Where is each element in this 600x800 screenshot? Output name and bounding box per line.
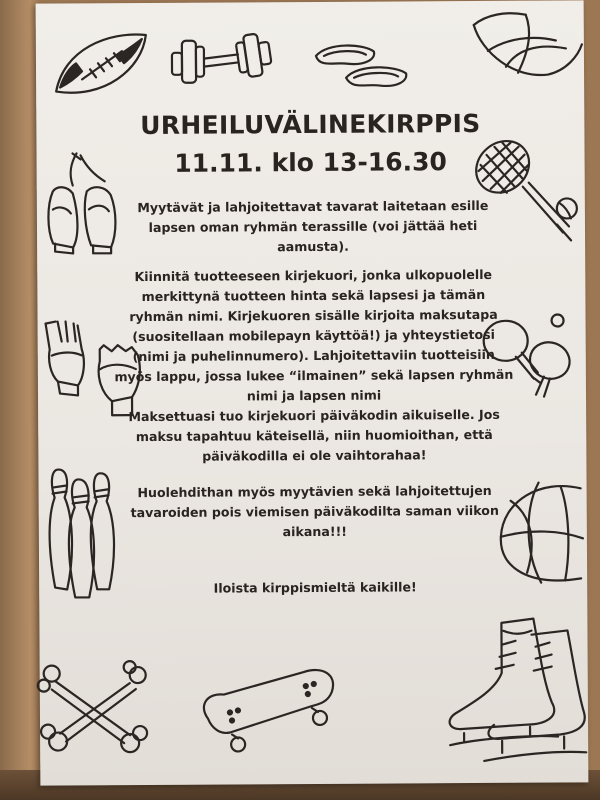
bone-dumbbell-icon (40, 663, 151, 754)
football-icon (46, 25, 156, 106)
event-datetime: 11.11. klo 13-16.30 (174, 147, 447, 178)
volleyball-icon (466, 4, 584, 85)
instructions-paragraph-2: Kiinnitä tuotteeseen kirjekuori, jonka ulkopuolelle merkittynä tuotteen hinta sekä lapsesi ja tämän ryhmän nimi. Kirjekuoren sisälle kirjoita maksutapa (suositellaan mobilepayn käyttöä!) ja yhteystietosi (nimi ja puhelinnumero). Lahjoitettaviin tuotteisiin myös lappu, jossa lukee “ilmainen” sekä lapsen ryhmän nimi ja lapsen nimi (114, 266, 514, 404)
instructions-paragraph-1: Myytävät ja lahjoitettavat tavarat laitetaan esille lapsen oman ryhmän terassille (voi jättää heti aamusta). (137, 197, 489, 255)
dumbbell-icon (166, 30, 276, 91)
instructions-paragraph-4: Huolehdithan myös myytävien sekä lahjoitettujen tavaroiden pois viemisen päiväkodilta saman viikon aikana!!! (130, 482, 499, 540)
closing-message: Iloista kirppismieltä kaikille! (213, 579, 417, 596)
skateboard-icon (194, 658, 345, 755)
poster-sheet (36, 0, 589, 785)
sweatband-icon (308, 37, 418, 98)
ice-skates-icon (435, 612, 588, 773)
instructions-paragraph-3: Maksettuasi tuo kirjekuori päiväkodin aikuiselle. Jos maksu tapahtuu käteisellä, niin huomioithan, että päiväkodilla ei ole vaihtorahaa! (128, 406, 500, 464)
poster-title: URHEILUVÄLINEKIRPPIS (140, 108, 481, 141)
